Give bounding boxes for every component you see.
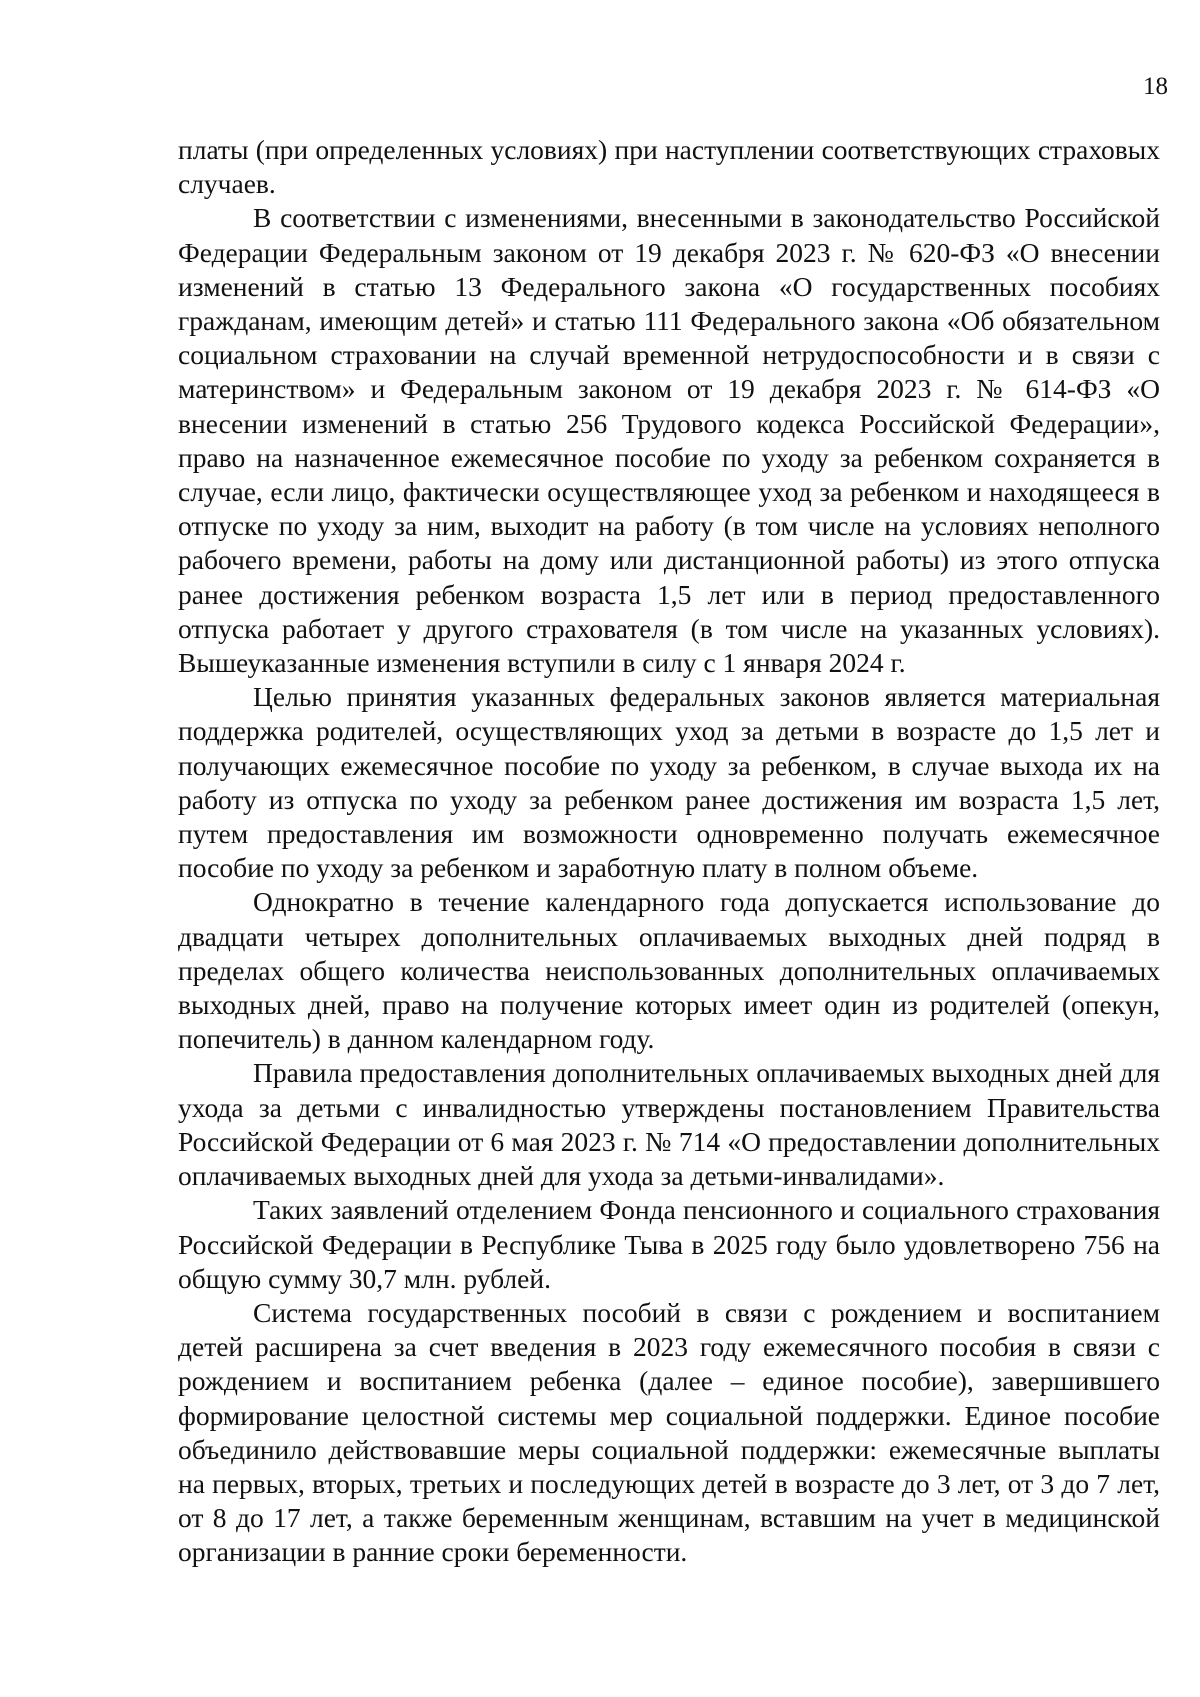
paragraph-extra-days: Однократно в течение календарного года допускается использование до двадцати четырех дополнительных оплачиваемых выходных дней подряд в пределах общего количества неиспользованных дополнительных оплачиваемых выходных дней, право на получение которых имеет один из родителей (опекун, попечитель) в данном календарном году. <box>178 886 1160 1055</box>
document-body <box>178 133 1160 1570</box>
paragraph-continuation: платы (при определенных условиях) при наступлении соответствующих страховых случаев. <box>178 134 1160 200</box>
paragraph-applications: Таких заявлений отделением Фонда пенсионного и социального страхования Российской Федерации в Республике Тыва в 2025 году было удовлетворено 756 на общую сумму 30,7 млн. рублей. <box>178 1194 1160 1294</box>
paragraph-rules: Правила предоставления дополнительных оплачиваемых выходных дней для ухода за детьми с инвалидностью утверждены постановлением Правительства Российской Федерации от 6 мая 2023 г. № 714 «О предоставлении дополнительных оплачиваемых выходных дней для ухода за детьми-инвалидами». <box>178 1057 1160 1192</box>
page-number: 18 <box>1143 73 1168 100</box>
paragraph-law-changes: В соответствии с изменениями, внесенными в законодательство Российской Федерации Федеральным законом от 19 декабря 2023 г. № 620-ФЗ «О внесении изменений в статью 13 Федерального закона «О государственных пособиях гражданам, имеющим детей» и статью 111 Федерального закона «Об обязательном социальном страховании на случай временной нетрудоспособности и в связи с материнством» и Федеральным законом от 19 декабря 2023 г. № 614-ФЗ «О внесении изменений в статью 256 Трудового кодекса Российской Федерации», право на назначенное ежемесячное пособие по уходу за ребенком сохраняется в случае, если лицо, фактически осуществляющее уход за ребенком и находящееся в отпуске по уходу за ним, выходит на работу (в том числе на условиях неполного рабочего времени, работы на дому или дистанционной работы) из этого отпуска ранее достижения ребенком возраста 1,5 лет или в период предоставленного отпуска работает у другого страхователя (в том числе на указанных условиях). Вышеуказанные изменения вступили в силу с 1 января 2024 г. <box>178 202 1160 679</box>
paragraph-purpose: Целью принятия указанных федеральных законов является материальная поддержка родителей, осуществляющих уход за детьми в возрасте до 1,5 лет и получающих ежемесячное пособие по уходу за ребенком, в случае выхода их на работу из отпуска по уходу за ребенком ранее достижения им возраста 1,5 лет, путем предоставления им возможности одновременно получать ежемесячное пособие по уходу за ребенком и заработную плату в полном объеме. <box>178 681 1160 884</box>
paragraph-unified-benefit: Система государственных пособий в связи с рождением и воспитанием детей расширена за счет введения в 2023 году ежемесячного пособия в связи с рождением и воспитанием ребенка (далее – единое пособие), завершившего формирование целостной системы мер социальной поддержки. Единое пособие объединило действовавшие меры социальной поддержки: ежемесячные выплаты на первых, вторых, третьих и последующих детей в возрасте до 3 лет, от 3 до 7 лет, от 8 до 17 лет, а также беременным женщинам, вставшим на учет в медицинской организации в ранние сроки беременности. <box>178 1296 1160 1568</box>
